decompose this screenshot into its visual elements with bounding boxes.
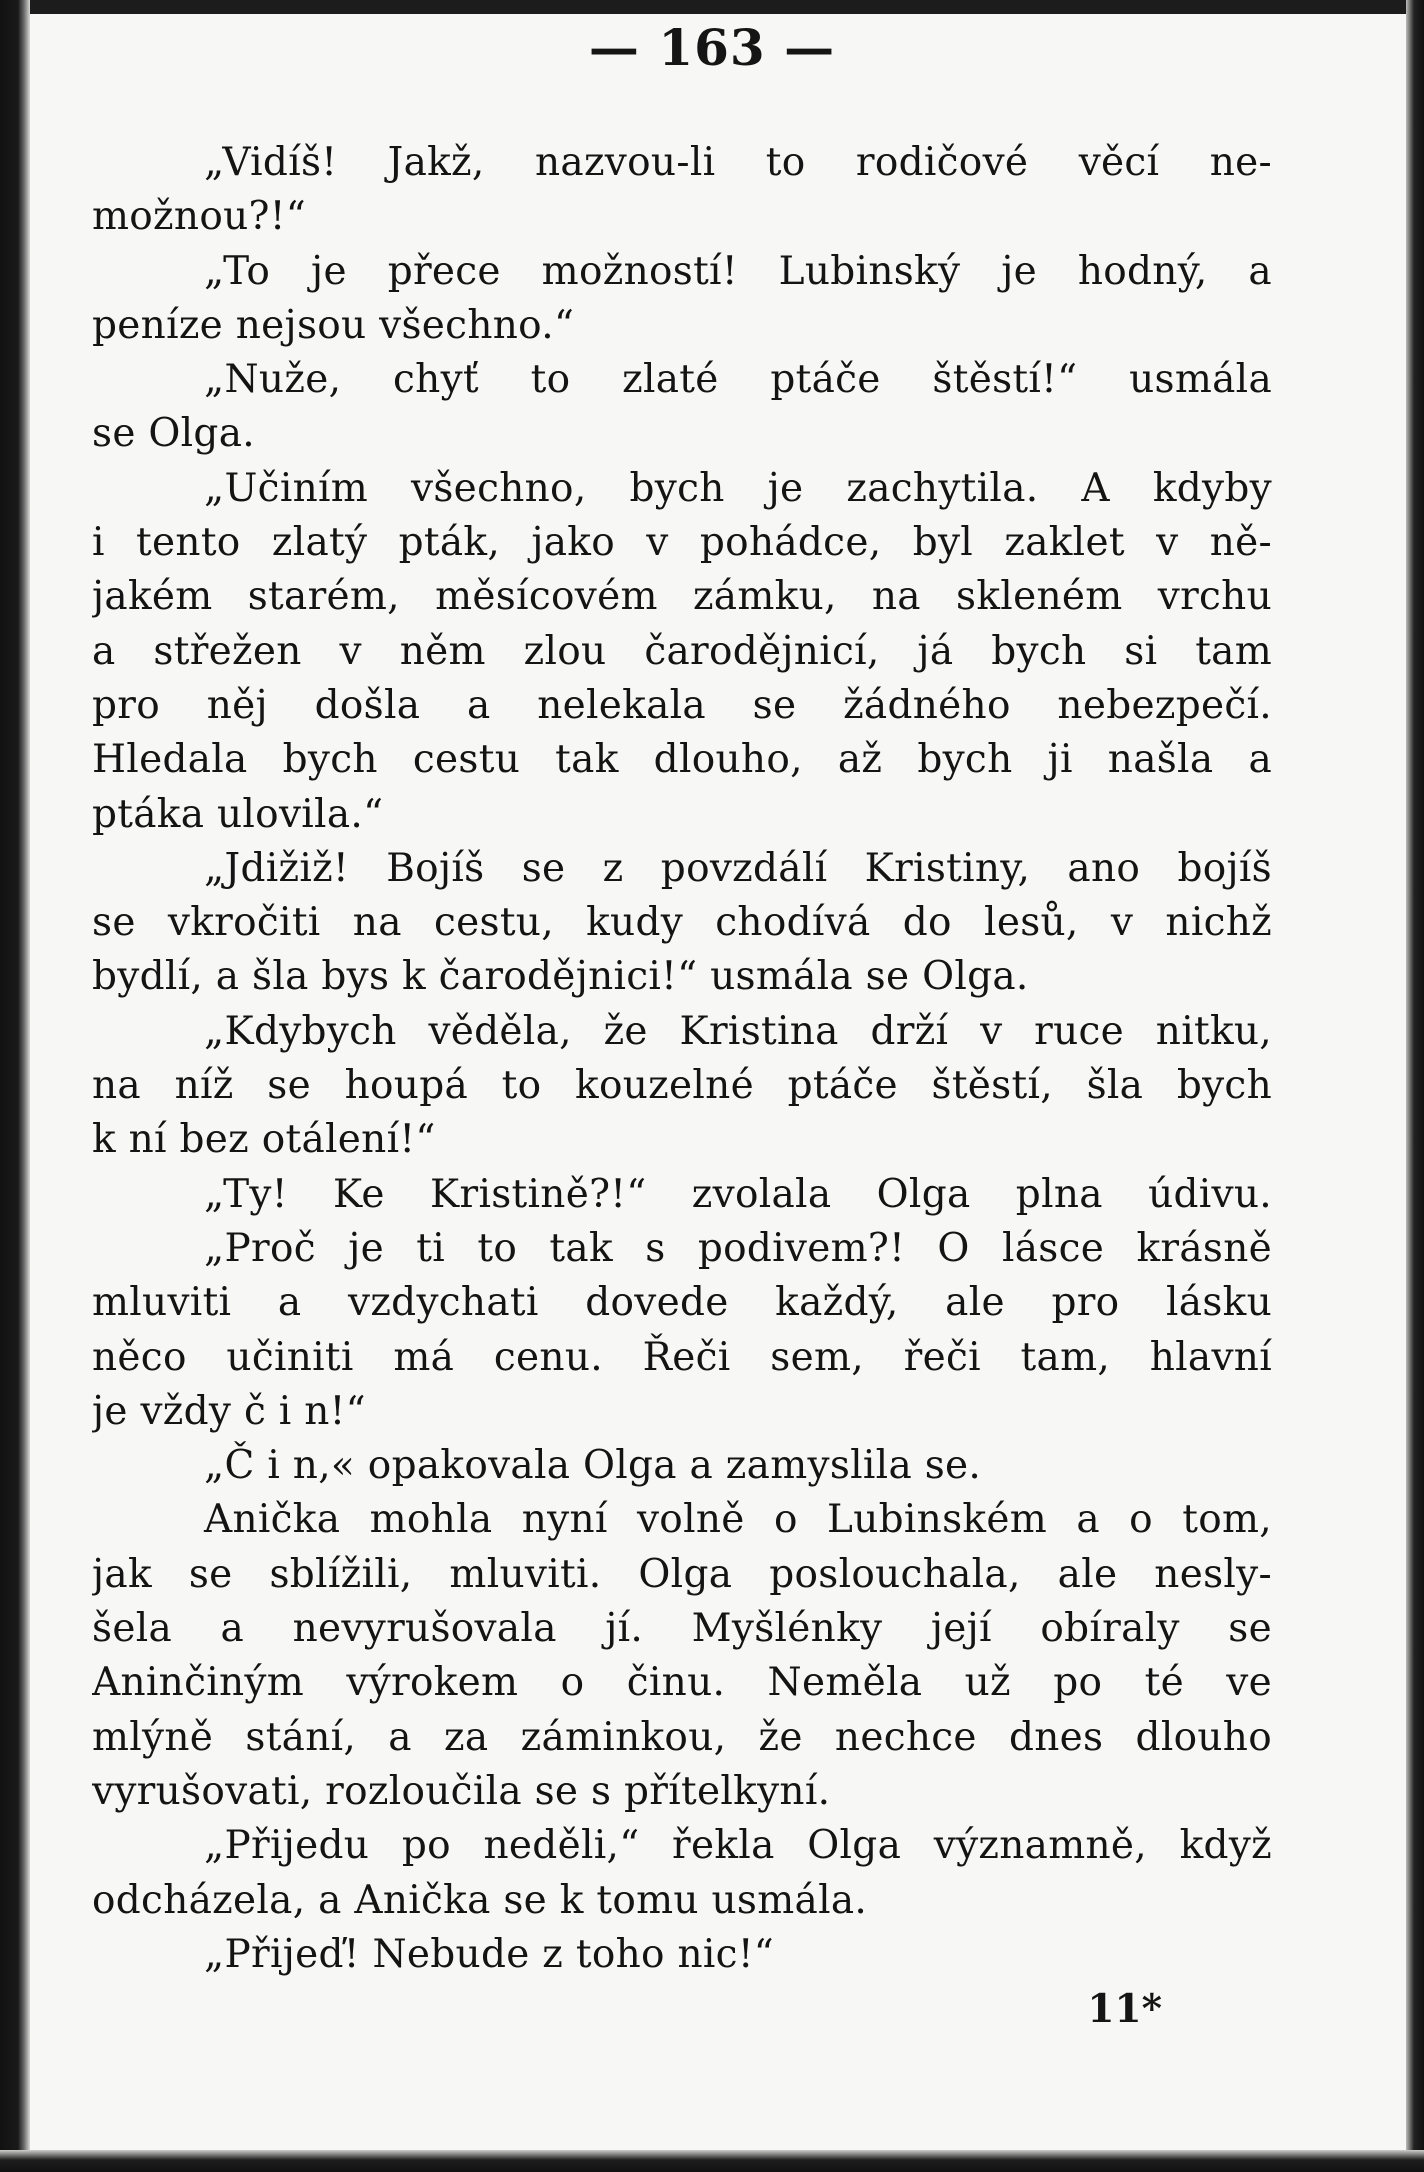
text-line: je vždy č i n!“ — [92, 1388, 366, 1434]
scan-border-bottom — [0, 2150, 1424, 2172]
text-line: k ní bez otálení!“ — [92, 1117, 436, 1163]
scan-border-left — [0, 0, 30, 2172]
text-line: vyrušovati, rozloučila se s přítelkyní. — [92, 1768, 831, 1814]
text-line: se Olga. — [92, 411, 255, 457]
text-line: Hledala bych cestu tak dlouho, až bych ji našla a — [92, 737, 1272, 783]
text-line: peníze nejsou všechno.“ — [92, 302, 575, 348]
scan-border-top — [0, 0, 1424, 14]
page-text — [92, 136, 1272, 1982]
text-line: bydlí, a šla bys k čarodějnici!“ usmála se Olga. — [92, 954, 1029, 1000]
text-line: „Přijeď! Nebude z toho nic!“ — [204, 1931, 775, 1977]
text-line: ptáka ulovila.“ — [92, 791, 384, 837]
text-line: „Přijedu po neděli,“ řekla Olga významně, když — [204, 1823, 1272, 1869]
text-line: jak se sblížili, mluviti. Olga poslouchala, ale nesly- — [92, 1551, 1272, 1597]
text-line: něco učiniti má cenu. Řeči sem, řeči tam, hlavní — [92, 1334, 1272, 1380]
text-line: Aninčiným výrokem o činu. Neměla už po té ve — [92, 1660, 1272, 1706]
text-line: „Kdybych věděla, že Kristina drží v ruce nitku, — [204, 1008, 1272, 1054]
text-line: „Jdižiž! Bojíš se z povzdálí Kristiny, ano bojíš — [204, 845, 1272, 891]
text-line: pro něj došla a nelekala se žádného nebezpečí. — [92, 682, 1272, 728]
text-line: „Ty! Ke Kristině?!“ zvolala Olga plna údivu. — [204, 1171, 1272, 1217]
text-line: mlýně stání, a za záminkou, že nechce dnes dlouho — [92, 1714, 1272, 1760]
text-line: „Učiním všechno, bych je zachytila. A kdyby — [204, 465, 1272, 511]
text-line: se vkročiti na cestu, kudy chodívá do lesů, v nichž — [92, 900, 1272, 946]
text-line: odcházela, a Anička se k tomu usmála. — [92, 1877, 868, 1923]
text-line: možnou?!“ — [92, 194, 306, 240]
printer-signature-mark: 11* — [1087, 1986, 1162, 2032]
text-line: „Nuže, chyť to zlaté ptáče štěstí!“ usmála — [204, 357, 1272, 403]
text-line: „Vidíš! Jakž, nazvou-li to rodičové věcí ne- — [204, 140, 1272, 185]
text-line: a střežen v něm zlou čarodějnicí, já bych si tam — [92, 628, 1272, 674]
scan-border-right — [1406, 0, 1424, 2172]
text-line: „Proč je ti to tak s podivem?! O lásce krásně — [204, 1225, 1272, 1271]
page-number: — 163 — — [588, 18, 836, 77]
text-line: na níž se houpá to kouzelné ptáče štěstí, šla bych — [92, 1063, 1272, 1109]
text-line: „Č i n,« opakovala Olga a zamyslila se. — [204, 1443, 982, 1489]
text-line: mluviti a vzdychati dovede každý, ale pro lásku — [92, 1280, 1272, 1326]
text-line: jakém starém, měsícovém zámku, na skleném vrchu — [92, 574, 1272, 620]
text-line: Anička mohla nyní volně o Lubinském a o tom, — [204, 1497, 1272, 1543]
text-line: „To je přece možností! Lubinský je hodný, a — [204, 248, 1272, 294]
text-line: i tento zlatý pták, jako v pohádce, byl zaklet v ně- — [92, 520, 1272, 566]
text-line: šela a nevyrušovala jí. Myšlénky její obíraly se — [92, 1606, 1272, 1652]
